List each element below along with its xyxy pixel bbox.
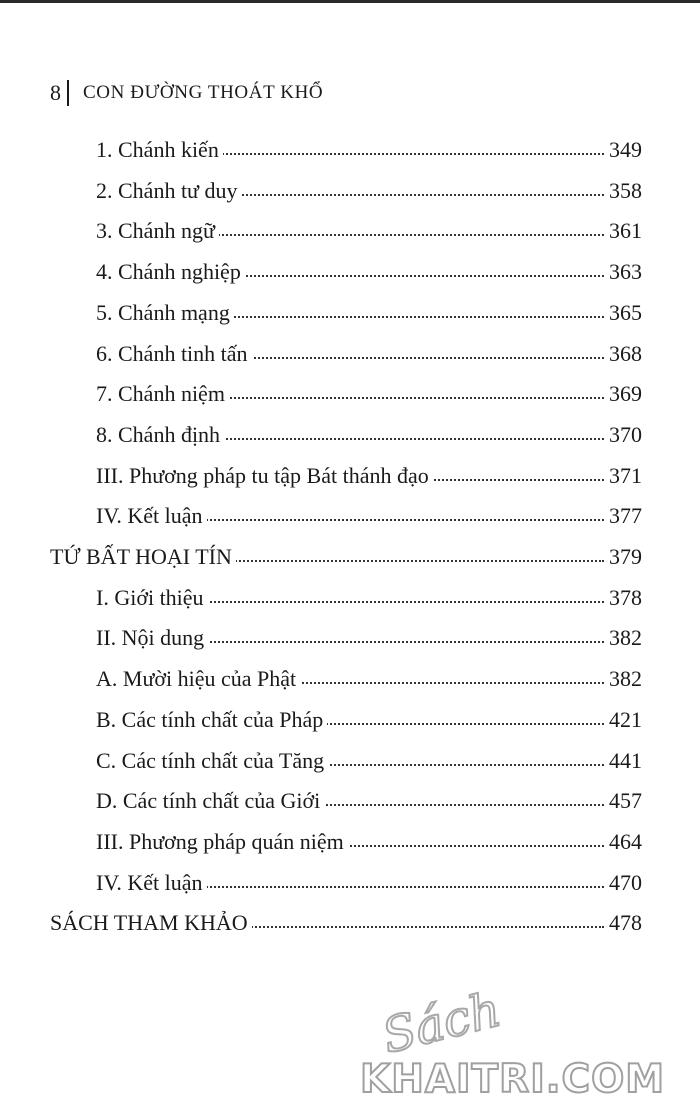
toc-entry-title: B. Các tính chất của Pháp xyxy=(96,700,327,740)
header-divider xyxy=(67,80,69,106)
toc-entry-title: I. Giới thiệu xyxy=(96,578,208,618)
toc-entry xyxy=(0,863,700,903)
toc-entry-page: 365 xyxy=(605,293,642,333)
toc-entry xyxy=(0,334,700,374)
toc-entry-page: 369 xyxy=(605,374,642,414)
toc-entry xyxy=(0,781,700,821)
toc-entry-title: 7. Chánh niệm xyxy=(96,374,229,414)
watermark-brand-text: KHAITRI.COM xyxy=(360,1057,666,1102)
toc-entry-title: TỨ BẤT HOẠI TÍN xyxy=(50,537,236,577)
toc-entry-title: SÁCH THAM KHẢO xyxy=(50,903,252,943)
toc-entry-page: 478 xyxy=(605,903,642,943)
toc-entry-title: IV. Kết luận xyxy=(96,496,207,536)
toc-entry-title: II. Nội dung xyxy=(96,618,208,658)
toc-entry xyxy=(0,618,700,658)
khaitri-watermark-logo xyxy=(360,981,690,1110)
toc-entry-page: 464 xyxy=(605,822,642,862)
toc-entry-page: 361 xyxy=(605,211,642,251)
toc-entry xyxy=(0,374,700,414)
toc-entry-page: 382 xyxy=(605,659,642,699)
toc-entry xyxy=(0,252,700,292)
top-border-line xyxy=(0,0,700,3)
toc-entry-title: III. Phương pháp quán niệm xyxy=(96,822,348,862)
watermark-script-text: Sách xyxy=(376,981,507,1065)
toc-entry-page: 363 xyxy=(605,252,642,292)
toc-entry-page: 370 xyxy=(605,415,642,455)
book-title: CON ĐƯỜNG THOÁT KHỔ xyxy=(83,82,324,103)
toc-entry xyxy=(0,293,700,333)
toc-entry-title: A. Mười hiệu của Phật xyxy=(96,659,300,699)
toc-entry xyxy=(0,456,700,496)
toc-entry xyxy=(0,496,700,536)
toc-entry-page: 421 xyxy=(605,700,642,740)
toc-entry-page: 349 xyxy=(605,130,642,170)
toc-entry-page: 371 xyxy=(605,456,642,496)
toc-entry-title: 2. Chánh tư duy xyxy=(96,171,241,211)
toc-entry xyxy=(0,659,700,699)
toc-entry xyxy=(0,903,700,943)
toc-entry-title: 3. Chánh ngữ xyxy=(96,211,219,251)
toc-entry xyxy=(0,822,700,862)
toc-entry-title: 1. Chánh kiến xyxy=(96,130,223,170)
toc-entry-page: 382 xyxy=(605,618,642,658)
toc-entry-page: 379 xyxy=(605,537,642,577)
toc-entry xyxy=(0,741,700,781)
toc-entry-page: 457 xyxy=(605,781,642,821)
toc-entry-title: 5. Chánh mạng xyxy=(96,293,234,333)
page-number: 8 xyxy=(50,80,61,105)
toc-entry-title: 4. Chánh nghiệp xyxy=(96,252,245,292)
toc-entry-title: III. Phương pháp tu tập Bát thánh đạo xyxy=(96,456,433,496)
toc-entry-title: IV. Kết luận xyxy=(96,863,207,903)
toc-entry xyxy=(0,171,700,211)
toc-entry-page: 358 xyxy=(605,171,642,211)
toc-entry-page: 368 xyxy=(605,334,642,374)
toc-entry xyxy=(0,130,700,170)
toc-entry-page: 470 xyxy=(605,863,642,903)
toc-entry-title: C. Các tính chất của Tăng xyxy=(96,741,328,781)
toc-entry-page: 441 xyxy=(605,741,642,781)
toc-entry xyxy=(0,415,700,455)
toc-entry xyxy=(0,537,700,577)
toc-entry-title: D. Các tính chất của Giới xyxy=(96,781,324,821)
toc-entry-title: 8. Chánh định xyxy=(96,415,224,455)
toc-entry-title: 6. Chánh tinh tấn xyxy=(96,334,252,374)
toc-entry xyxy=(0,578,700,618)
running-header xyxy=(50,78,323,108)
toc-entry-page: 377 xyxy=(605,496,642,536)
toc-entry xyxy=(0,700,700,740)
toc-entry-page: 378 xyxy=(605,578,642,618)
toc-entry xyxy=(0,211,700,251)
